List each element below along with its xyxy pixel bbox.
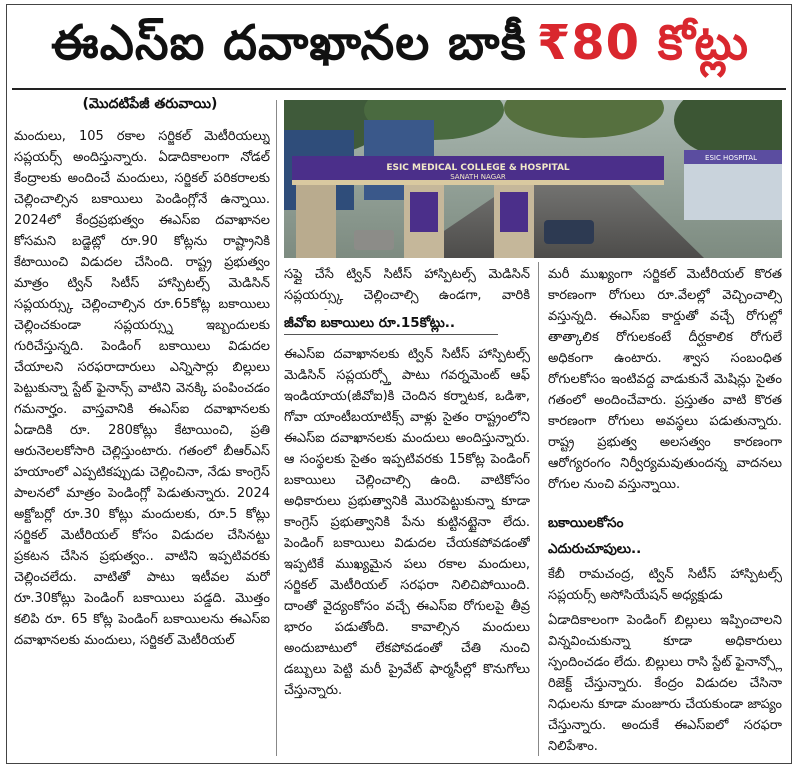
column-3-body-text: ఏడాదికాలంగా పెండింగ్ బిల్లులు ఇప్పించాలని విన్నవించుకున్నా కూడా అధికారులు స్పందించడం లేదు. బిల్లులు రాసి స్టేట్ ఫైనాన్స్లో రిజెక్ట్ చేస్తున్నారు. కేంద్రం విడుదల చేసినా నిధులను కూడా మంజూరు చేయకుండా జాప్యం చేస్తున్నారు. అందుకే ఈఎస్ఐలో సరఫరా నిలిపేశాం. [548,613,782,754]
column-3-body [548,610,782,756]
column-3-subhead-2: ఎదురుచూపులు.. [548,541,642,557]
column-2-body-text: ఈఎస్ఐ దవాఖానలకు ట్విన్ సిటీస్ హాస్పిటల్స్ మెడిసిన్ సప్లయర్స్తో పాటు గవర్నమెంట్ ఆఫ్ ఇండియాయ(జీవోఐ)కి చెందిన కర్నాటక, ఒడిశా, గోవా యాంటీబయాటిక్స్ వాళ్లు సైతం రాష్ట్రంలోని ఈఎస్ఐ దవాఖానలకు మందులు అందిస్తున్నారు. ఆ సంస్థలకు సైతం ఇప్పటివరకు 15కోట్ల పెండింగ్ బకాయిలు చెల్లించాల్సి ఉంది. వాటికోసం అధికారులు ప్రభుత్వానికి మొరపెట్టుకున్నా కూడా కాంగ్రెస్ ప్రభుత్వానికి పేను కుట్టినట్టైనా లేదు. పెండింగ్ బకాయిలు విడుదల చేయకపోవడంతో ఇప్పటికే ముఖ్యమైన పలు రకాల మందులు, సర్జికల్ మెటీరియల్ సరఫరా నిలిచిపోయింది. దాంతో వైద్యంకోసం వచ్చే ఈఎస్ఐ రోగులపై తీవ్ర భారం పడుతోంది. కావాల్సిన మందులు అందుబాటులో లేకపోవడంతో చేతి నుంచి డబ్బులు పెట్టి మరీ ప్రైవేట్ ఫార్మసీల్లో కొనుగోలు చేస్తున్నారు. [284,347,530,698]
headline-amount: ₹80 కోట్లు [536,15,749,71]
headline-text: ఈఎస్ఐ దవాఖానల బాకీ [51,15,527,71]
sign-main: ESIC MEDICAL COLLEGE & HOSPITAL [386,163,570,173]
column-2-top [284,264,530,310]
column-3-byline-text: కేబీ రామచంద్ర, ట్విన్ సిటీస్ హాస్పిటల్స్ సప్లయర్స్ అసోసియేషన్ అధ్యక్షుడు [548,567,782,603]
column-3-subhead-1: బకాయిలకోసం [548,515,624,531]
column-3-top [548,264,782,506]
column-divider-1 [276,100,277,756]
hospital-photo [284,100,782,258]
column-2-body [284,344,530,756]
column-3-byline [548,564,782,608]
sign-side: ESIC HOSPITAL [705,154,757,162]
column-1-text: మందులు, 105 రకాల సర్జికల్ మెటీరియల్ను సప్లయర్స్ అందిస్తున్నారు. ఏడాదికాలంగా నోడల్ కేంద్రాలకు అందించే మందులు, సర్జికల్ పరికరాలకు చెల్లించాల్సిన బకాయిలు పెండింగ్లోనే ఉన్నాయి. 2024లో కేంద్రప్రభుత్వం ఈఎస్ఐ దవాఖానల కోసమని బడ్జెట్లో రూ.90 కోట్లను రాష్ట్రానికి కేటాయించి విడుదల చేసింది. రాష్ట్ర ప్రభుత్వం మాత్రం ట్విన్ సిటీస్ హాస్పిటల్స్ మెడిసిన్ సప్లయర్స్కు చెల్లించాల్సిన రూ.65కోట్ల బకాయిలు చెల్లించకుండా సప్లయర్స్ను ఇబ్బందులకు గురిచేస్తున్నది. పెండింగ్ బకాయిలు విడుదల చేయాలని సరఫరాదారులు ఎన్నిసార్లు బిల్లులు పెట్టుకున్నా స్టేట్ ఫైనాన్స్ వాటిని వెనక్కి పంపించడం గమనార్హం. వాస్తవానికి ఈఎస్ఐ దవాఖానలకు ఏడాదికి రూ. 280కోట్లు కేటాయించి, ప్రతి ఆరునెలలకోసారి చెల్లిస్తుంటారు. గతంలో బీఆర్ఎస్ హయాంలో ఎప్పటికప్పుడు చెల్లించినా, నేడు కాంగ్రెస్ పాలనలో మాత్రం పెండింగ్లో పెడుతున్నారు. 2024 అక్టోబర్లో రూ.30 కోట్లు మందులకు, రూ.5 కోట్లు సర్జికల్ మెటీరియల్ కోసం విడుదల చేసినట్టు ప్రకటన చేసిన ప్రభుత్వం.. వాటిని ఇప్పటివరకు చెల్లించలేదు. వాటితో పాటు ఇటీవల మరో రూ.30కోట్లు పెండింగ్ బకాయిలు పడ్డది. మొత్తం కలిపి రూ. 65 కోట్ల పెండింగ్ బకాయిలను ఈఎస్ఐ దవాఖానలకు మందులు, సర్జికల్ మెటీరియల్ [14,129,270,648]
headline [40,12,760,86]
hospital-photo-illustration [284,100,782,258]
column-2-subhead: జీవోఐ బకాయిలు రూ.15కోట్లు.. [284,312,498,335]
column-1 [14,126,270,756]
continued-tag: (మొదటిపేజీ తరువాయి) [82,96,218,112]
column-3-top-text: మరీ ముఖ్యంగా సర్జికల్ మెటీరియల్ కొరత కారణంగా రోగులు రూ.వేలల్లో వెచ్చించాల్సి వస్తున్నది. ఈఎస్ఐ కార్డుతో వచ్చే రోగుల్లో తాత్కాలిక రోగులకంటే దీర్ఘకాలిక రోగులే అధికంగా ఉంటారు. శ్వాస సంబంధిత రోగులకోసం ఇంటివద్ద వాడుకునే మెషిన్లు సైతం గతంలో అందించేవారు. ప్రస్తుతం వాటి కొరత కారణంగా రోగులు అవస్థలు పడుతున్నారు. రాష్ట్ర ప్రభుత్వ అలసత్వం కారణంగా ఆరోగ్యరంగం నిర్వీర్యమవుతుందన్న వాదనలు రోగుల నుంచి వస్తున్నాయి. [548,267,782,492]
headline-rule [12,88,786,90]
column-divider-2 [538,262,539,756]
column-2-top-text: సప్లై చేసే ట్విన్ సిటీస్ హాస్పిటల్స్ మెడిసిన్ సప్లయర్స్కు చెల్లించాల్సి ఉండగా, వారికి [284,267,530,303]
sign-sub: SANATH NAGAR [450,173,506,181]
